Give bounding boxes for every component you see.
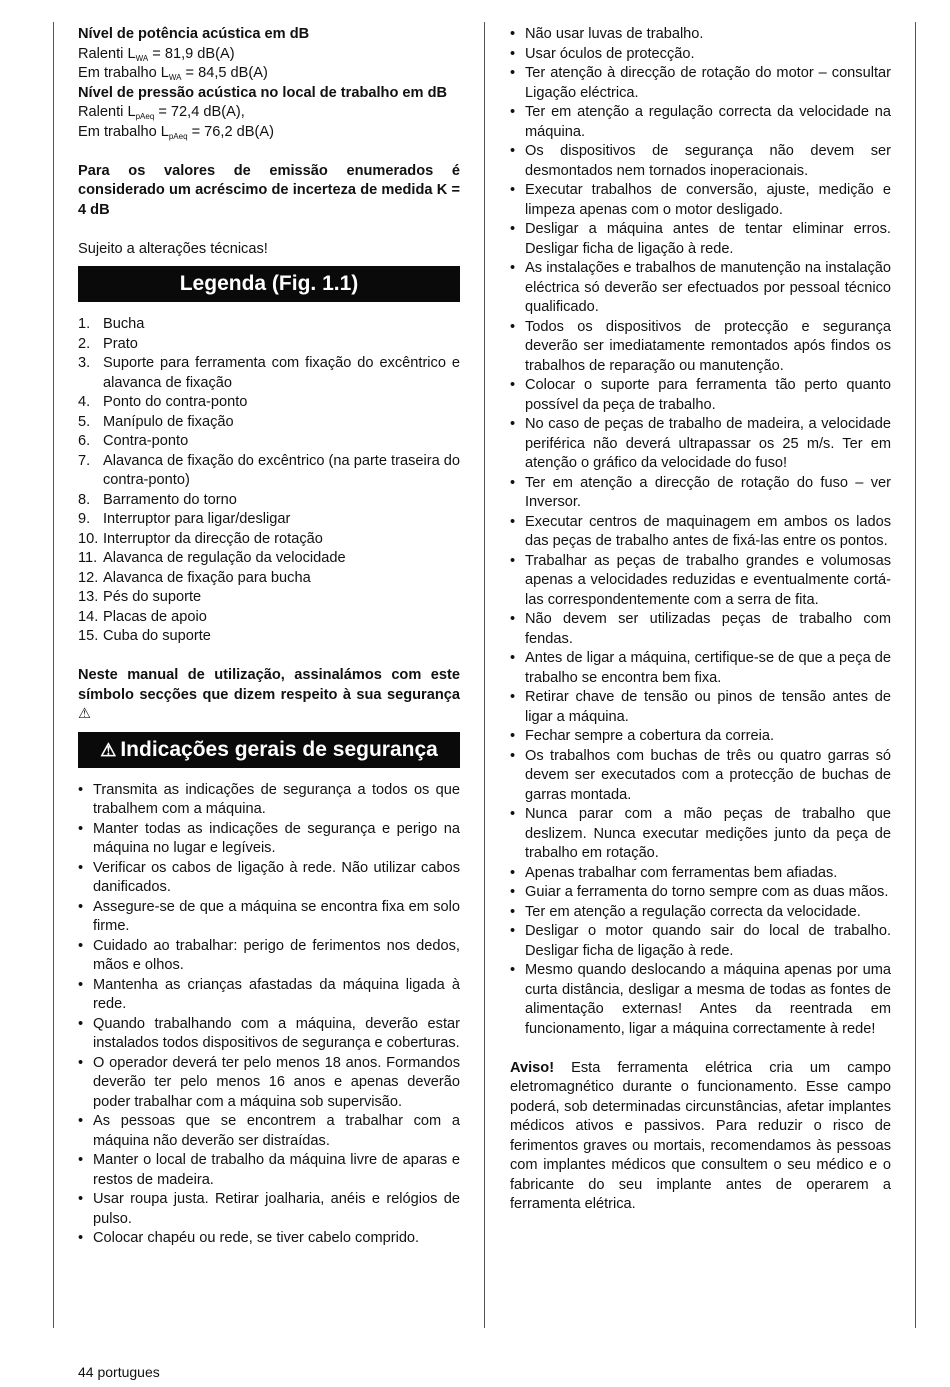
safety-item-text: Desligar o motor quando sair do local de trabalho. Desligar ficha de ligação à rede.	[525, 923, 891, 959]
legend-item-text: Bucha	[103, 316, 145, 332]
emf-notice: Aviso! Esta ferramenta elétrica cria um campo eletromagnético durante o funcionamento. Esse campo poderá, sob determinadas circunstâncias, afetar implantes médicos ativos e passivos. Para reduzir o risco de ferimentos graves ou mortais, recomendamos às pessoas com implantes médicos que consultem o seu médico e o fabricante do seu implante antes de operarem a ferramenta elétrica.	[510, 1059, 891, 1212]
left-margin-rule	[53, 22, 54, 1328]
pressure-heading: Nível de pressão acústica no local de trabalho em dB	[78, 84, 448, 101]
safety-item	[510, 805, 891, 864]
bullet-icon: •	[78, 1054, 84, 1071]
safety-item	[510, 64, 891, 103]
legend-item-text: Cuba do suporte	[103, 628, 211, 644]
legend-item	[78, 549, 460, 569]
safety-item	[78, 937, 460, 976]
bullet-icon: •	[78, 1113, 84, 1129]
legend-item-text: Alavanca de fixação para bucha	[103, 569, 311, 586]
legend-item	[78, 335, 460, 355]
safety-item-text: Antes de ligar a máquina, certifique-se de que a peça de trabalho se encontra bem fixa.	[525, 650, 891, 686]
bullet-icon: •	[510, 552, 516, 569]
legend-item-text: Suporte para ferramenta com fixação do excêntrico e alavanca de fixação	[103, 355, 460, 391]
safety-item	[510, 649, 891, 688]
page-footer: 44 portugues	[78, 1364, 160, 1380]
bullet-icon: •	[510, 513, 516, 530]
safety-item-text: Cuidado ao trabalhar: perigo de ferimentos nos dedos, mãos e olhos.	[93, 937, 460, 973]
bullet-icon: •	[510, 923, 516, 939]
bullet-icon: •	[510, 416, 516, 432]
legend-item-number: 12.	[78, 569, 99, 586]
safety-item	[510, 181, 891, 220]
safety-item	[510, 103, 891, 142]
right-column	[510, 25, 891, 1215]
work-power-line: Em trabalho $L_{WA} = 84,5$ dB(A)	[78, 65, 268, 82]
legend-item	[78, 608, 460, 628]
bullet-icon: •	[78, 820, 84, 837]
center-column-rule	[484, 22, 485, 1328]
legend-item	[78, 432, 460, 452]
safety-item	[510, 688, 891, 727]
bullet-icon: •	[510, 318, 516, 335]
safety-item	[78, 898, 460, 937]
safety-item-text: Verificar os cabos de ligação à rede. Não utilizar cabos danificados.	[93, 859, 460, 895]
safety-item-text: Manter o local de trabalho da máquina livre de aparas e restos de madeira.	[93, 1152, 460, 1188]
safety-item-text: Transmita as indicações de segurança a todos os que trabalhem com a máquina.	[93, 781, 460, 817]
safety-item-text: Mantenha as crianças afastadas da máquina ligada à rede.	[93, 976, 460, 1012]
safety-item-text: Quando trabalhando com a máquina, deverão estar instalados todos dispositivos de segurança e coberturas.	[93, 1015, 460, 1051]
safety-item-text: Colocar o suporte para ferramenta tão perto quanto possível da peça de trabalho.	[525, 377, 891, 413]
safety-item	[510, 318, 891, 377]
right-margin-rule	[915, 22, 916, 1328]
legend-item-number: 7.	[78, 452, 91, 469]
safety-item-text: O operador deverá ter pelo menos 18 anos. Formandos deverão ter pelo menos 16 anos e apenas deverão poder trabalhar com a máquina sob supervisão.	[93, 1054, 460, 1110]
safety-item	[78, 820, 460, 859]
legend-item-number: 8.	[78, 491, 91, 508]
bullet-icon: •	[78, 859, 84, 876]
legend-item-number: 1.	[78, 316, 91, 332]
safety-item-text: Os dispositivos de segurança não devem ser desmontados nem tornados inoperacionais.	[525, 143, 891, 179]
safety-item	[510, 747, 891, 806]
bullet-icon: •	[78, 937, 84, 954]
safety-item	[510, 961, 891, 1039]
legend-item-number: 5.	[78, 413, 91, 430]
legend-item-text: Placas de apoio	[103, 608, 207, 625]
bullet-icon: •	[510, 903, 516, 920]
idle-pressure-line: Ralenti $L_{pAeq} = 72,4$ dB(A),	[78, 104, 245, 121]
safety-item-text: Assegure-se de que a máquina se encontra fixa em solo firme.	[93, 898, 460, 934]
bullet-icon: •	[510, 611, 516, 627]
legend-item-text: Interruptor para ligar/desligar	[103, 511, 291, 527]
safety-item-text: Ter atenção à direcção de rotação do motor – consultar Ligação eléctrica.	[525, 65, 891, 101]
legend-list	[78, 315, 460, 647]
safety-item	[510, 45, 891, 65]
legend-item	[78, 569, 460, 589]
legend-item	[78, 588, 460, 608]
legend-item	[78, 413, 460, 433]
legend-item	[78, 354, 460, 393]
legend-item-text: Alavanca de regulação da velocidade	[103, 550, 346, 566]
bullet-icon: •	[510, 104, 516, 120]
safety-item	[78, 1229, 460, 1249]
bullet-icon: •	[510, 474, 516, 491]
safety-item-text: Trabalhar as peças de trabalho grandes e volumosas apenas a velocidades reduzidas e eventualmente cortá-las correspondentemente com a serra de fita.	[525, 552, 891, 608]
safety-item	[78, 1112, 460, 1151]
legend-item	[78, 491, 460, 511]
safety-item-text: Mesmo quando deslocando a máquina apenas por uma curta distância, desligar a mesma de todas as fontes de alimentação externas! Antes da reentrada em funcionamento, ligar a máquina correctamente à rede!	[525, 962, 891, 1037]
safety-item-text: As instalações e trabalhos de manutenção na instalação eléctrica só deverão ser efectuados por pessoal técnico qualificado.	[525, 260, 891, 315]
safety-item-text: Guiar a ferramenta do torno sempre com as duas mãos.	[525, 884, 889, 900]
bullet-icon: •	[510, 221, 516, 237]
bullet-icon: •	[510, 728, 516, 744]
safety-item	[78, 859, 460, 898]
bullet-icon: •	[510, 26, 516, 42]
safety-item-text: Usar roupa justa. Retirar joalharia, anéis e relógios de pulso.	[93, 1191, 460, 1227]
bullet-icon: •	[510, 806, 516, 822]
bullet-icon: •	[510, 689, 516, 705]
safety-item	[78, 1015, 460, 1054]
legend-item	[78, 452, 460, 491]
bullet-icon: •	[510, 260, 516, 276]
legend-item-number: 4.	[78, 394, 91, 410]
safety-item	[78, 1151, 460, 1190]
safety-item	[510, 610, 891, 649]
safety-item-text: Todos os dispositivos de protecção e segurança deverão ser imediatamente remontados após findos os trabalhos de reparação ou manutenção.	[525, 318, 891, 374]
legend-banner: Legenda (Fig. 1.1)	[78, 266, 460, 302]
safety-item	[78, 781, 460, 820]
safety-item	[510, 864, 891, 884]
safety-item-text: Os trabalhos com buchas de três ou quatro garras só devem ser executados com a protecção de buchas de garras montada.	[525, 747, 891, 803]
legend-item-text: Ponto do contra-ponto	[103, 394, 248, 410]
uncertainty-note: Para os valores de emissão enumerados é considerado um acréscimo de incerteza de medida K = 4 dB	[78, 162, 460, 218]
safety-item-text: Executar centros de maquinagem em ambos os lados das peças de trabalho antes de fixá-las entre os pontos.	[525, 513, 891, 549]
safety-item	[78, 1190, 460, 1229]
safety-item	[510, 25, 891, 45]
safety-item-text: Não usar luvas de trabalho.	[525, 26, 704, 42]
legend-item-text: Manípulo de fixação	[103, 413, 234, 430]
safety-item-text: Desligar a máquina antes de tentar eliminar erros. Desligar ficha de ligação à rede.	[525, 221, 891, 257]
idle-power-line: Ralenti $L_{WA} = 81,9$ dB(A)	[78, 45, 235, 63]
safety-item-text: Ter em atenção a direcção de rotação do fuso – ver Inversor.	[525, 474, 891, 510]
bullet-icon: •	[510, 143, 516, 159]
bullet-icon: •	[510, 747, 516, 764]
legend-item-number: 15.	[78, 628, 99, 644]
legend-item	[78, 393, 460, 413]
legend-item	[78, 627, 460, 647]
legend-item-number: 3.	[78, 355, 91, 371]
legend-item-number: 13.	[78, 589, 99, 605]
bullet-icon: •	[510, 962, 516, 978]
safety-item-text: Executar trabalhos de conversão, ajuste, medição e limpeza apenas com o motor desligado.	[525, 182, 891, 218]
bullet-icon: •	[510, 864, 516, 881]
warning-triangle-icon: ⚠	[100, 739, 117, 760]
legend-item-text: Pés do suporte	[103, 589, 202, 605]
bullet-icon: •	[510, 45, 516, 62]
safety-item-text: Não devem ser utilizadas peças de trabalho com fendas.	[525, 611, 891, 647]
legend-item-number: 9.	[78, 511, 91, 527]
safety-item	[510, 259, 891, 318]
safety-item	[510, 474, 891, 513]
legend-item-text: Prato	[103, 335, 138, 352]
bullet-icon: •	[78, 1191, 84, 1207]
safety-item	[510, 552, 891, 611]
safety-item	[510, 415, 891, 474]
warning-triangle-icon: ⚠	[78, 706, 92, 722]
legend-item-number: 11.	[78, 550, 98, 566]
safety-item-text: Usar óculos de protecção.	[525, 45, 695, 62]
safety-list-right	[510, 25, 891, 1039]
legend-item-number: 14.	[78, 608, 99, 625]
work-pressure-line: Em trabalho $L_{pAeq} = 76,2$ dB(A)	[78, 123, 274, 141]
legend-item-number: 10.	[78, 530, 99, 547]
bullet-icon: •	[78, 781, 84, 798]
safety-item	[510, 922, 891, 961]
safety-item-text: No caso de peças de trabalho de madeira, a velocidade periférica não deverá ultrapassar os 25 m/s. Ter em atenção o gráfico da velocidade do fuso!	[525, 416, 891, 471]
safety-item-text: Colocar chapéu ou rede, se tiver cabelo comprido.	[93, 1230, 420, 1246]
changes-note: Sujeito a alterações técnicas!	[78, 240, 268, 257]
legend-item-text: Contra-ponto	[103, 433, 189, 449]
bullet-icon: •	[510, 884, 516, 900]
bullet-icon: •	[78, 1015, 84, 1032]
bullet-icon: •	[78, 976, 84, 993]
safety-item-text: Apenas trabalhar com ferramentas bem afiadas.	[525, 864, 838, 881]
left-column	[78, 25, 460, 1249]
safety-item	[510, 376, 891, 415]
safety-item-text: Nunca parar com a mão peças de trabalho que deslizem. Nunca executar medições junto da peça de trabalho em rotação.	[525, 806, 891, 861]
legend-item-text: Interruptor da direcção de rotação	[103, 530, 323, 547]
safety-item-text: As pessoas que se encontrem a trabalhar com a máquina não deverão ser distraídas.	[93, 1113, 460, 1149]
bullet-icon: •	[78, 1152, 84, 1168]
legend-item	[78, 530, 460, 550]
bullet-icon: •	[510, 182, 516, 198]
safety-item	[510, 883, 891, 903]
safety-list-left	[78, 781, 460, 1249]
safety-item	[510, 903, 891, 923]
bullet-icon: •	[78, 1230, 84, 1246]
safety-item-text: Manter todas as indicações de segurança e perigo na máquina no lugar e legíveis.	[93, 820, 460, 856]
safety-item	[510, 142, 891, 181]
bullet-icon: •	[78, 898, 84, 915]
legend-item	[78, 315, 460, 335]
safety-item	[78, 976, 460, 1015]
legend-item-text: Alavanca de fixação do excêntrico (na parte traseira do contra-ponto)	[103, 452, 460, 488]
safety-item-text: Ter em atenção a regulação correcta da velocidade na máquina.	[525, 104, 891, 140]
safety-item	[510, 727, 891, 747]
legend-item-number: 6.	[78, 433, 91, 449]
safety-item	[510, 220, 891, 259]
legend-item-number: 2.	[78, 335, 91, 352]
legend-item	[78, 510, 460, 530]
bullet-icon: •	[510, 650, 516, 666]
safety-item	[78, 1054, 460, 1113]
safety-item	[510, 513, 891, 552]
safety-item-text: Ter em atenção a regulação correcta da velocidade.	[525, 903, 861, 920]
bullet-icon: •	[510, 377, 516, 393]
safety-item-text: Fechar sempre a cobertura da correia.	[525, 728, 775, 744]
safety-banner: ⚠ Indicações gerais de segurança	[78, 732, 460, 768]
bullet-icon: •	[510, 65, 516, 81]
symbol-note: Neste manual de utilização, assinalámos com este símbolo secções que dizem respeito à sua segurança ⚠	[78, 667, 460, 722]
safety-item-text: Retirar chave de tensão ou pinos de tensão antes de ligar a máquina.	[525, 689, 891, 725]
power-heading: Nível de potência acústica em dB	[78, 26, 310, 42]
legend-item-text: Barramento do torno	[103, 491, 237, 508]
